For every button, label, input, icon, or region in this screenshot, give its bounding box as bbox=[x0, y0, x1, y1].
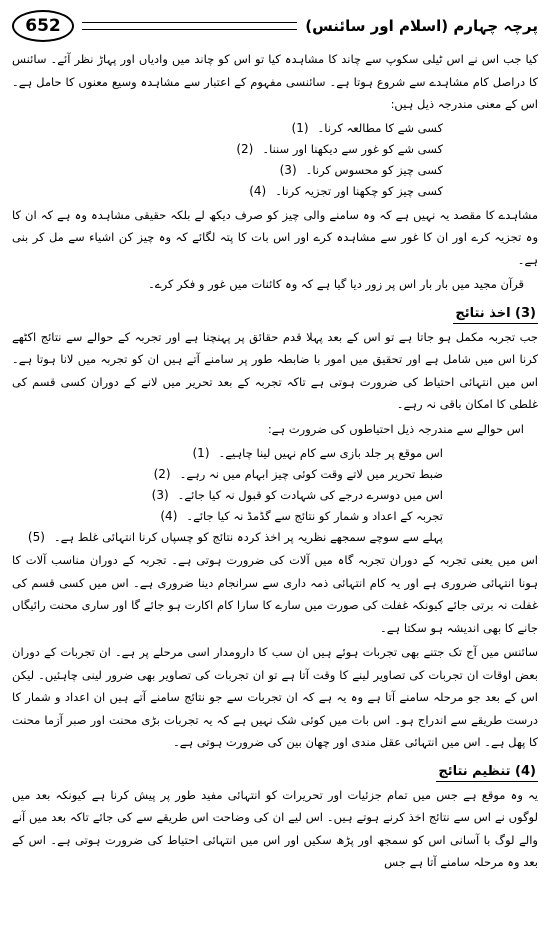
list-item-text: کسی چیز کو چکھنا اور تجزیہ کرنا۔ bbox=[275, 184, 443, 198]
list-item-text: کسی شے کا مطالعہ کرنا۔ bbox=[317, 121, 443, 135]
list-item bbox=[12, 526, 538, 547]
list-item-text: اس میں دوسرے درجے کی شہادت کو قبول نہ کیا جائے۔ bbox=[177, 487, 443, 502]
section-heading-4 bbox=[12, 758, 538, 782]
list-item-text: اس موقع پر جلد بازی سے کام نہیں لینا چاہیے۔ bbox=[218, 445, 443, 460]
list-item-number: (3) bbox=[279, 163, 297, 177]
list-item-number: (4) bbox=[160, 508, 178, 523]
page-header bbox=[12, 6, 538, 46]
section3-paragraph-1: جب تجربہ مکمل ہو جاتا ہے تو اس کے بعد پہلا قدم حقائق پر پہنچنا ہے اور تجربہ کے حوالے سے نتائج اکٹھے کرنا اس میں شامل ہے اور تحقیق میں امور با ضابطہ طور پر سامنے آتے ہیں ان کو تجربہ میں لانا ہوتا ہے۔ اس میں انتہائی احتیاط کی ضرورت ہوتی ہے تاکہ تجربہ کے بعد تحریر میں لانے کے دوران کسی قسم کی غلطی کا امکان باقی نہ رہے۔ bbox=[12, 329, 538, 411]
intro-paragraph-2: مشاہدے کا مقصد یہ نہیں ہے کہ وہ سامنے والی چیز کو صرف دیکھ لے بلکہ حقیقی مشاہدہ وہ ہے کہ ان کا وہ تجزیہ کرے اور ان کا غور سے مشاہدہ کرے اور اس بات کا پتہ لگائے کہ وہ چیز کن اشیاء سے مل کر بنی ہے۔ bbox=[12, 207, 538, 267]
intro-paragraph-3: قرآن مجید میں بار بار اس پر زور دیا گیا ہے کہ وہ کائنات میں غور و فکر کرے۔ bbox=[148, 277, 524, 291]
list-item-text: کسی چیز کو محسوس کرنا۔ bbox=[305, 163, 443, 177]
list-item-text: کسی شے کو غور سے دیکھنا اور سننا۔ bbox=[262, 142, 443, 156]
page-body bbox=[12, 48, 538, 874]
section3-paragraph-3: اس میں یعنی تجربہ کے دوران تجربہ گاہ میں آلات کی ضرورت ہوتی ہے۔ تجربہ کے دوران مناسب آلات کا ہونا انتہائی ضروری ہے اور یہ کام انتہائی ذمہ داری سے سرانجام دینا ضروری ہے۔ اس میں کسی قسم کی غفلت نہ برتی جائے کیونکہ غفلت کی صورت میں سارے کا سارا کام اکارت ہو جائے گا اور ساری محنت رائیگاں جانے کا بھی اندیشہ ہو سکتا ہے۔ bbox=[12, 553, 538, 635]
section-heading-3 bbox=[12, 300, 538, 324]
intro-paragraph-1: کیا جب اس نے اس ٹیلی سکوپ سے چاند کا مشاہدہ کیا تو اس کو چاند میں وادیاں اور پہاڑ نظر آئے۔ سائنس کا دراصل کام مشاہدے سے شروع ہوتا ہے۔ سائنسی مفہوم کے اعتبار سے مشاہدہ وسیع معنوں کا حامل ہے۔ اس کے معنی مندرجہ ذیل ہیں: bbox=[12, 52, 538, 111]
list-item-text: تجربہ کے اعداد و شمار کو نتائج سے گڈمڈ نہ کیا جائے۔ bbox=[186, 508, 443, 523]
section-heading-text: (4) تنظیم نتائج bbox=[436, 764, 538, 782]
section3-paragraph-4: سائنس میں آج تک جتنے بھی تجربات ہوئے ہیں ان سب کا دارومدار اسی مرحلے پر ہے۔ ان تجربات کے دوران بعض اوقات ان تجربات کی تصاویر لینے کا وقت آتا ہے تو ان تجربات کی تصاویر بھی ضرور لینی چاہئیں۔ لیکن اس کے بعد جو مرحلہ سامنے آتا ہے وہ یہ ہے کہ ان تجربات سے جو نتائج سامنے آتے ہیں ان اعداد و شمار کا درست طریقے سے اندراج ہو۔ اس بات میں کوئی شک نہیں ہے کہ یہ تجربات بڑی محنت اور صبر آزما محنت کا پھل ہے۔ اس میں انتہائی عقل مندی اور چھان بین کی ضرورت ہوتی ہے۔ bbox=[12, 645, 538, 749]
list-item-text: پہلے سے سوچے سمجھے نظریہ پر اخذ کردہ نتائج کو چسپاں کرنا انتہائی غلط ہے۔ bbox=[53, 529, 443, 544]
list-item-number: (1) bbox=[192, 445, 210, 460]
running-title: پرچہ چہارم (اسلام اور سائنس) bbox=[305, 17, 538, 35]
page-number: 652 bbox=[12, 10, 74, 42]
list-item-number: (2) bbox=[153, 466, 171, 481]
list-item bbox=[12, 139, 538, 160]
list-item bbox=[12, 118, 538, 139]
list-item bbox=[12, 505, 538, 526]
list-item-number: (2) bbox=[236, 142, 254, 156]
list-item-number: (4) bbox=[249, 184, 267, 198]
list-item-number: (3) bbox=[151, 487, 169, 502]
header-rule bbox=[82, 22, 297, 30]
section3-paragraph-2: اس حوالے سے مندرجہ ذیل احتیاطوں کی ضرورت ہے: bbox=[267, 421, 524, 436]
list-item bbox=[12, 442, 538, 463]
list-item bbox=[12, 484, 538, 505]
section4-paragraph-1: یہ وہ موقع ہے جس میں تمام جزئیات اور تحریرات کو انتہائی مفید طور پر پیش کرنا ہے کیونکہ بعد میں لوگوں نے اس سے نتائج اخذ کرنے ہوتے ہیں۔ اس لیے ان کی وضاحت اس طریقے سے کی جائے تاکہ بعد میں آنے والے لوگ با آسانی اس کو سمجھ اور پڑھ سکیں اور اس میں انتہائی احتیاط کی ضرورت ہوتی ہے۔ اس کے بعد وہ مرحلہ سامنے آتا ہے جس bbox=[12, 787, 538, 869]
list-item bbox=[12, 160, 538, 181]
list-item-number: (1) bbox=[291, 121, 309, 135]
list-item-text: ضبط تحریر میں لاتے وقت کوئی چیز ابہام میں نہ رہے۔ bbox=[179, 466, 443, 481]
list-item bbox=[12, 463, 538, 484]
list-item-number: (5) bbox=[27, 529, 45, 544]
section-heading-text: (3) اخذ نتائج bbox=[453, 306, 538, 324]
list-item bbox=[12, 181, 538, 202]
